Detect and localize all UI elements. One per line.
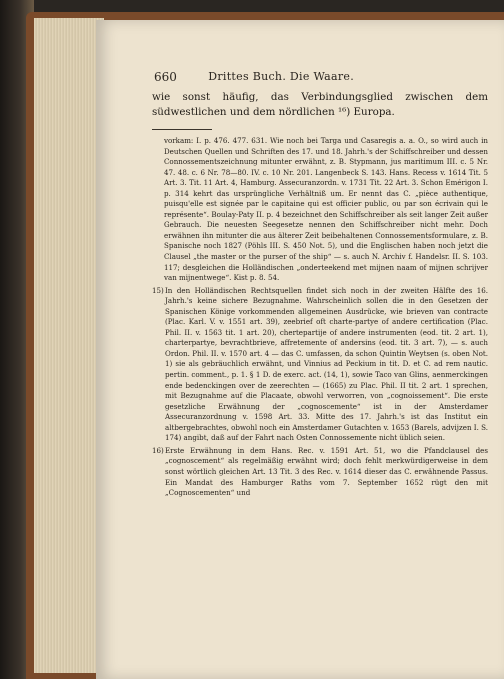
- footnote-15: [152, 286, 488, 444]
- footnote-text: In den Holländischen Rechtsquellen findet sich noch in der zweiten Hälfte des 16. Jahrh.'s keine sichere Bezugnahme. Wahrscheinlich sollen die in den Gesetzen der Spanischen Könige vorkommenden allgemeinen Ausdrücke, wie brieven van contracte (Plac. Karl. V. v. 1551 art. 39), zeebrief oft charte-partye of andere certification (Plac. Phil. II. v. 1563 tit. 1 art. 20), chertepartije of andere instrumenten (eod. tit. 2 art. 1), charterpartye, bevrachtbrieve, affretemente of andersins (eod. tit. 3 art. 7), — s. auch Ordon. Phil. II. v. 1570 art. 4 — das C. umfassen, da schon Quintin Weytsen (s. oben Not. 1) sie als gebräuchlich erwähnt, und Vinnius ad Peckium in tit. D. et C. ad rem nautic. pertin. comment., p. 1. § 1 D. de exerc. act. (14, 1), sowie Taco van Glins, aenmerckingen ende bedenckingen over de zeerechten — (1665) zu Plac. Phil. II tit. 2 art. 1 sprechen, mit Bezugnahme auf die Placaate, obwohl verworren, von „cognoissement“. Die erste gesetzliche Erwähnung der „cognoscemente“ ist in der Amsterdamer Assecuranzordnung v. 1598 Art. 33. Mitte des 17. Jahrh.'s ist das Institut ein altbergebrachtes, obwohl noch ein Amsterdamer Gutachten v. 1653 (Barels, advijzen I. S. 174) angibt, daß auf der Fahrt nach Osten Connossemente nicht üblich seien.: [165, 285, 488, 443]
- page-header: [154, 70, 484, 84]
- footnote-text: Erste Erwähnung in dem Hans. Rec. v. 1591 Art. 51, wo die Pfandclausel des „cognoscement“ als regelmäßig erwähnt wird; doch fehlt merkwürdigerweise in dem sonst wörtlich gleichen Art. 13 Tit. 3 des Rec. v. 1614 dieser das C. erwähnende Passus. Ein Mandat des Hamburger Raths vom 7. September 1652 rügt den mit „Cognoscementen“ und: [165, 445, 488, 498]
- footnote-16: [152, 446, 488, 499]
- page-stack-edges: [34, 18, 104, 673]
- page-body: [152, 90, 488, 501]
- footnote-continuation: vorkam: I. p. 476. 477. 631. Wie noch bei Targa und Casaregis a. a. O., so wird auch in Deutschen Quellen und Schriften des 17. und 18. Jahrh.'s der Schiffschreiber und dessen Connossementszeichnung mitunter erwähnt, z. B. Stypmann, jus maritimum III. c. 5 Nr. 47. 48. c. 6 Nr. 78—80. IV. c. 10 Nr. 201. Langenbeck S. 143. Hans. Recess v. 1614 Tit. 5 Art. 3. Tit. 11 Art. 4, Hamburg. Assecuranzordn. v. 1731 Tit. 22 Art. 3. Schon Emérigon I. p. 314 kehrt das ursprüngliche Verhältniß um. Er nennt das C. „pièce authentique, puisqu'elle est signée par le capitaine qui est officier public, ou par son écrivain qui le représente“. Boulay-Paty II. p. 4 bezeichnet den Schiffschreiber als seit langer Zeit außer Gebrauch. Die neuesten Seegesetze nennen den Schiffschreiber nicht mehr. Doch erwähnen ihn mitunter die aus älterer Zeit beibehaltenen Connossementsformulare, z. B. Spanische noch 1827 (Pöhls III. S. 450 Not. 5), und die Englischen haben noch jetzt die Clausel „the master or the purser of the ship“ — s. auch N. Archiv f. Handelsr. II. S. 103. 117; desgleichen die Holländischen „onderteekend met mijnen naam of mijnen schrijver van mijnentwege“. Kist p. 8. 54.: [164, 136, 488, 283]
- footnote-number: 15): [152, 285, 164, 295]
- page-number: 660: [154, 70, 177, 84]
- footnote-rule: [152, 129, 212, 130]
- main-text: wie sonst häufig, das Verbindungsglied zwischen dem südwestlichen und dem nördlichen ¹⁶) Europa.: [152, 91, 488, 118]
- footnote-number: 16): [152, 445, 164, 455]
- book-page: [96, 20, 504, 679]
- running-head: Drittes Buch. Die Waare.: [208, 70, 354, 83]
